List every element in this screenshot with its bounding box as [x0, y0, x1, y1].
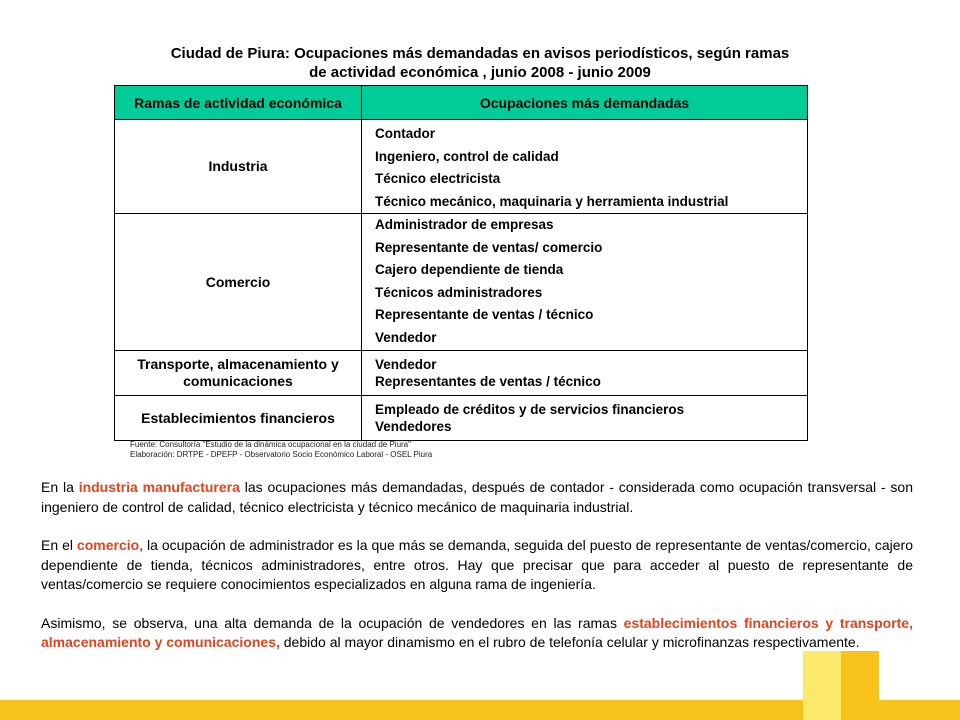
paragraph-text: , la ocupación de administrador es la que más se demanda, seguida del puesto de representante de ventas/comercio, cajero dependiente de tienda, técnicos administradores, entre otros. Hay que precisar que para acceder al puesto de representante de ventas/comercio se requiere conocimientos especializados en alguna rama de ingeniería.: [41, 537, 913, 592]
header-occupations: Ocupaciones más demandadas: [362, 86, 808, 120]
title-line-2: de actividad económica , junio 2008 - junio 2009: [309, 64, 651, 81]
header-branch: Ramas de actividad económica: [115, 86, 362, 120]
highlight-text: establecimientos financieros y transporte, almacenamiento y comunicaciones,: [41, 614, 913, 650]
branch-cell: Industria: [115, 120, 362, 214]
branch-line: Transporte, almacenamiento y: [137, 356, 339, 372]
body-text: [41, 478, 913, 672]
occupations-cell: [362, 396, 808, 441]
branch-cell: [115, 351, 362, 396]
occupation-item: Representante de ventas/ comercio: [375, 239, 603, 255]
occupation-item: Contador: [375, 126, 435, 141]
paragraph-text: En la: [41, 479, 79, 495]
page-title: [96, 44, 864, 82]
paragraph-text: Asimismo, se observa, una alta demanda de la ocupación de vendedores en las ramas: [41, 614, 624, 631]
occupations-cell: [362, 120, 808, 214]
paragraph-text: En el: [41, 537, 77, 553]
source-line: Fuente: Consultoría "Estudio de la dinámica ocupacional en la ciudad de Piura": [130, 440, 411, 449]
occupations-cell: [362, 214, 808, 351]
occupation-item: Vendedor: [375, 329, 437, 345]
paragraph-text: las ocupaciones más demandadas, después de contador - considerada como ocupación transversal - son ingeniero de control de calidad, técnico electricista y técnico mecánico de maquinaria industrial.: [41, 479, 913, 515]
branch-line: comunicaciones: [183, 373, 293, 389]
paragraph-industria: [41, 478, 913, 517]
accent-square-light: [803, 651, 841, 720]
table-row-comercio: [115, 214, 808, 351]
paragraph-text: debido al mayor dinamismo en el rubro de telefonía celular y microfinanzas respectivamente.: [279, 634, 860, 650]
occupation-item: Vendedor: [375, 357, 437, 372]
paragraph-comercio: [41, 536, 913, 595]
occupation-item: Representantes de ventas / técnico: [375, 374, 601, 389]
paragraph-vendedores: [41, 614, 913, 653]
occupation-item: Empleado de créditos y de servicios financieros: [375, 402, 685, 417]
highlight-text: industria manufacturera: [78, 479, 240, 495]
occupation-item: Representante de ventas / técnico: [375, 307, 594, 322]
branch-cell: Establecimientos financieros: [115, 396, 362, 441]
branch-cell: Comercio: [115, 214, 362, 351]
occupation-item: Técnicos administradores: [375, 284, 543, 300]
occupation-item: Vendedores: [375, 419, 452, 434]
title-line-1: Ciudad de Piura: Ocupaciones más demandadas en avisos periodísticos, según ramas: [170, 45, 790, 62]
highlight-text: comercio: [76, 537, 140, 553]
occupation-item: Técnico electricista: [375, 171, 501, 186]
occupation-item: Técnico mecánico, maquinaria y herramienta industrial: [375, 193, 729, 209]
table-header-row: [115, 86, 808, 120]
source-line: Elaboración: DRTPE - DPEFP - Observatorio Socio Económico Laboral - OSEL Piura: [130, 450, 433, 459]
occupations-table: [114, 85, 808, 441]
table-row-industria: [115, 120, 808, 214]
accent-square-dark: [841, 651, 879, 720]
table-row-transporte: [115, 351, 808, 396]
occupations-cell: [362, 351, 808, 396]
occupation-item: Administrador de empresas: [375, 217, 554, 232]
occupation-item: Cajero dependiente de tienda: [375, 262, 564, 277]
table-row-financieros: [115, 396, 808, 441]
occupation-item: Ingeniero, control de calidad: [375, 148, 559, 164]
table-source-note: [130, 440, 432, 460]
occupations-table-container: [114, 85, 808, 434]
